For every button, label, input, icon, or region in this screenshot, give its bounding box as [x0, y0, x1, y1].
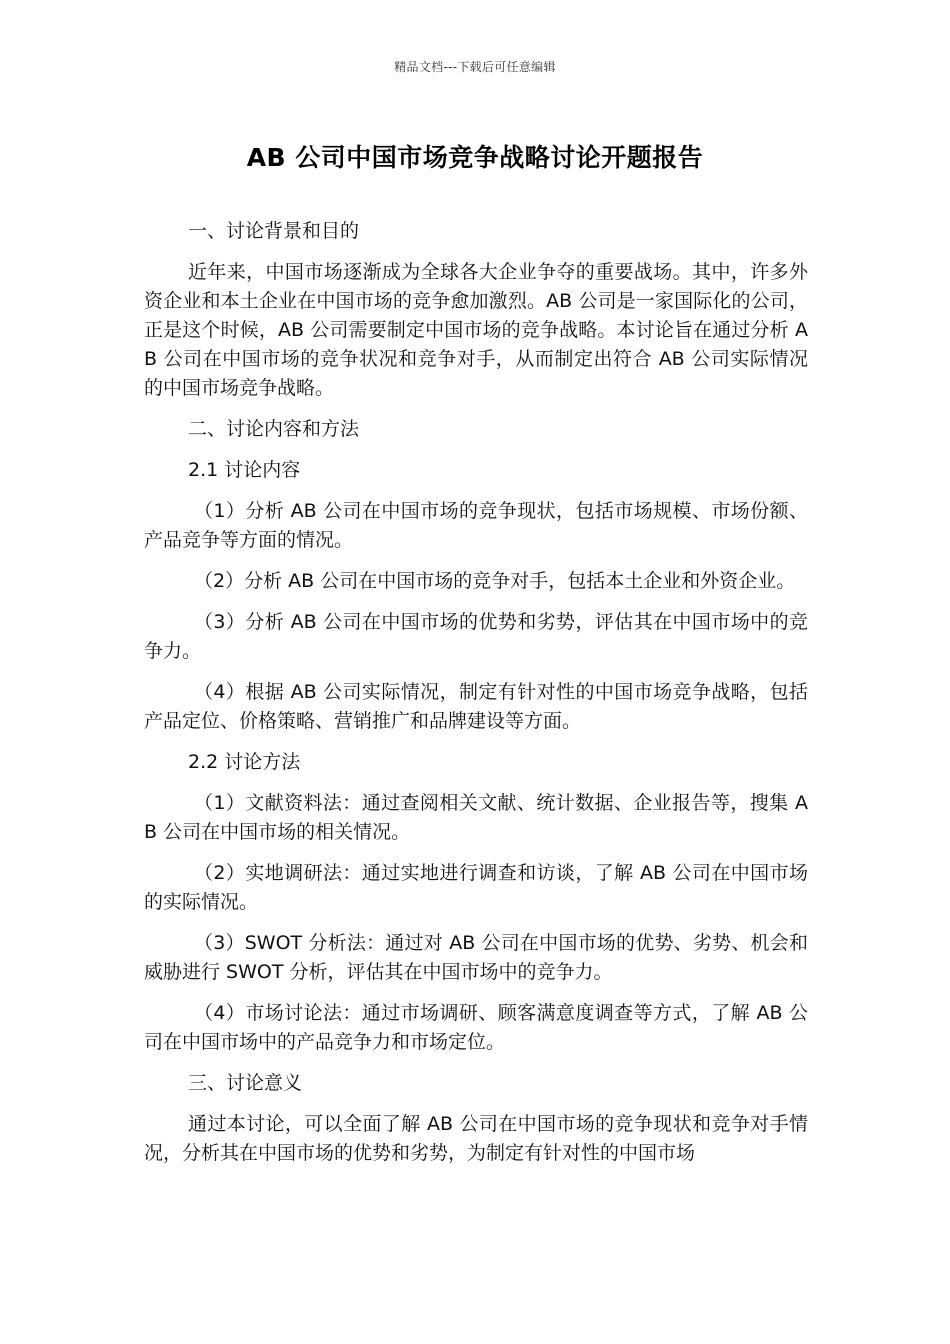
method-item: （2）实地调研法：通过实地进行调查和访谈，了解 AB 公司在中国市场的实际情况。	[144, 862, 808, 913]
section-heading-significance: 三、讨论意义	[188, 1072, 303, 1094]
method-item: （3）SWOT 分析法：通过对 AB 公司在中国市场的优势、劣势、机会和威胁进行 SWOT 分析，评估其在中国市场中的竞争力。	[144, 932, 808, 983]
method-item: （4）市场讨论法：通过市场调研、顾客满意度调查等方式，了解 AB 公司在中国市场中的产品竞争力和市场定位。	[144, 1002, 808, 1053]
content-item: （4）根据 AB 公司实际情况，制定有针对性的中国市场竞争战略，包括产品定位、价格策略、营销推广和品牌建设等方面。	[144, 681, 808, 732]
header-note: 精品文档---下载后可任意编辑	[394, 60, 556, 74]
content-item: （1）分析 AB 公司在中国市场的竞争现状，包括市场规模、市场份额、产品竞争等方面的情况。	[144, 500, 808, 551]
section-heading-background: 一、讨论背景和目的	[188, 220, 360, 242]
background-paragraph: 近年来，中国市场逐渐成为全球各大企业争夺的重要战场。其中，许多外资企业和本土企业在中国市场的竞争愈加激烈。AB 公司是一家国际化的公司，正是这个时候，AB 公司需要制定中国市场的竞争战略。本讨论旨在通过分析 AB 公司在中国市场的竞争状况和竞争对手，从而制定出符合 AB 公司实际情况的中国市场竞争战略。	[144, 261, 808, 399]
content-item: （2）分析 AB 公司在中国市场的竞争对手，包括本土企业和外资企业。	[194, 570, 796, 592]
subsection-heading-content: 2.1 讨论内容	[188, 459, 301, 481]
document-body	[144, 217, 808, 1180]
section-heading-content-method: 二、讨论内容和方法	[188, 418, 360, 440]
content-item: （3）分析 AB 公司在中国市场的优势和劣势，评估其在中国市场中的竞争力。	[144, 611, 808, 662]
significance-paragraph: 通过本讨论，可以全面了解 AB 公司在中国市场的竞争现状和竞争对手情况，分析其在中国市场的优势和劣势，为制定有针对性的中国市场	[144, 1113, 808, 1164]
subsection-heading-method: 2.2 讨论方法	[188, 751, 301, 773]
document-title: AB 公司中国市场竞争战略讨论开题报告	[246, 143, 704, 172]
method-item: （1）文献资料法：通过查阅相关文献、统计数据、企业报告等，搜集 AB 公司在中国市场的相关情况。	[144, 792, 808, 843]
